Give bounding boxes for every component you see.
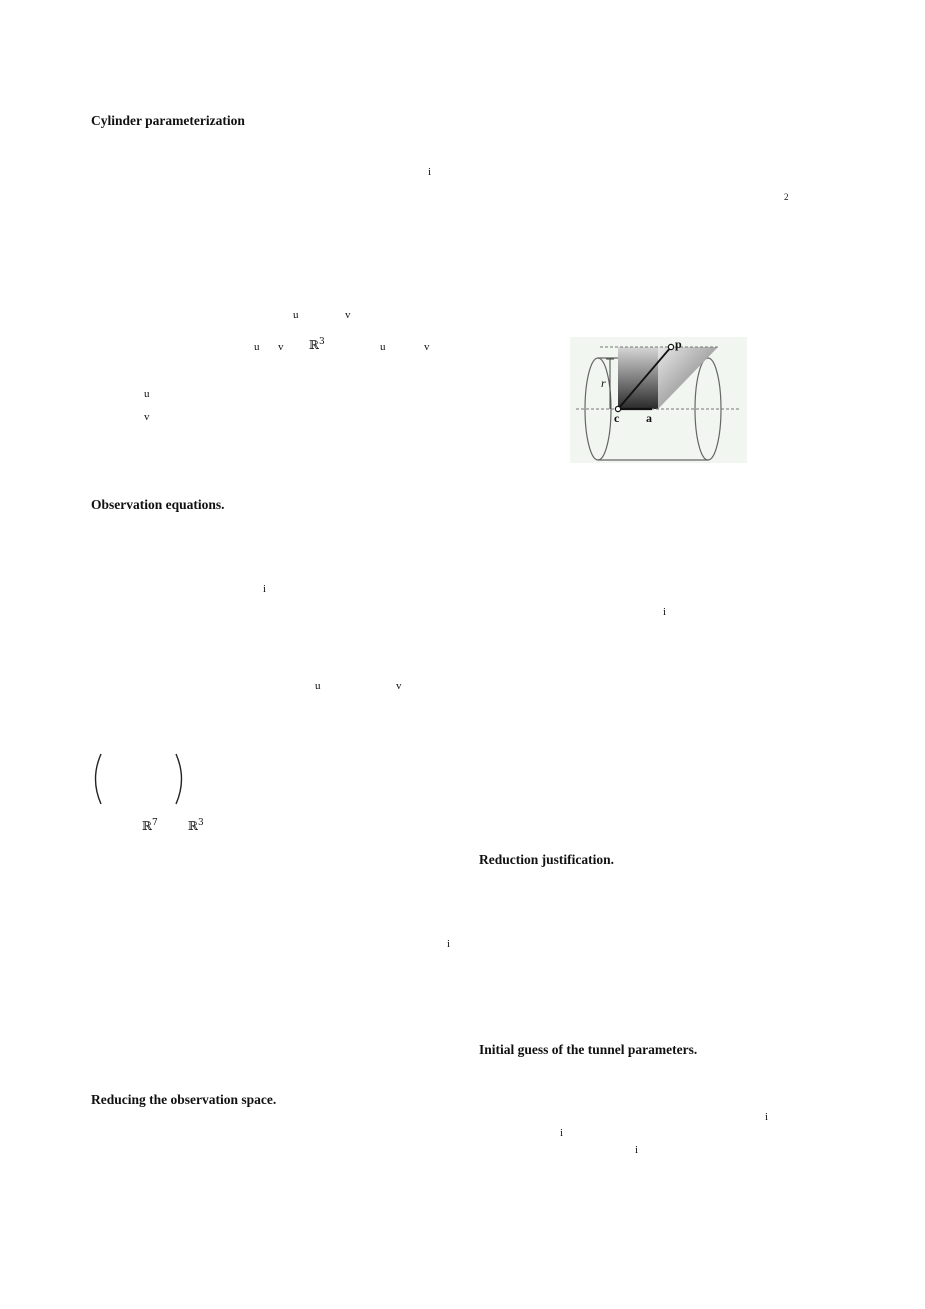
math-subscript-i: i bbox=[663, 606, 667, 618]
math-u: u bbox=[293, 309, 299, 321]
math-u: u bbox=[254, 341, 260, 353]
label-a: a bbox=[646, 411, 652, 425]
cylinder-figure bbox=[570, 337, 747, 463]
math-subscript-i: i bbox=[428, 166, 432, 178]
math-exponent-3: 3 bbox=[318, 337, 325, 347]
math-subscript-i: i bbox=[560, 1127, 564, 1139]
math-real-space bbox=[142, 818, 158, 833]
shaded-rectangle bbox=[618, 347, 658, 409]
math-blackboard-r: ℝ bbox=[142, 819, 152, 833]
math-blackboard-r: ℝ bbox=[309, 338, 319, 352]
math-v: v bbox=[345, 309, 351, 321]
math-blackboard-r: ℝ bbox=[188, 819, 198, 833]
math-subscript-i: i bbox=[263, 583, 267, 595]
heading-reducing-observation-space: Reducing the observation space. bbox=[91, 1092, 277, 1107]
point-p bbox=[668, 344, 673, 349]
math-v: v bbox=[278, 341, 284, 353]
matrix-parentheses bbox=[92, 752, 187, 806]
math-subscript-i: i bbox=[765, 1111, 769, 1123]
heading-reduction-justification: Reduction justification. bbox=[479, 852, 614, 867]
math-real-space bbox=[188, 818, 204, 833]
math-u: u bbox=[380, 341, 386, 353]
math-u: u bbox=[315, 680, 321, 692]
math-v: v bbox=[396, 680, 402, 692]
math-exponent-3: 3 bbox=[197, 818, 204, 828]
label-c: c bbox=[614, 411, 620, 425]
label-p: p bbox=[675, 337, 682, 351]
math-subscript-i: i bbox=[635, 1144, 639, 1156]
heading-initial-guess: Initial guess of the tunnel parameters. bbox=[479, 1042, 698, 1057]
heading-observation-equations: Observation equations. bbox=[91, 497, 225, 512]
math-exponent-7: 7 bbox=[151, 818, 158, 828]
heading-cylinder-parameterization: Cylinder parameterization bbox=[91, 113, 245, 128]
math-superscript-2: 2 bbox=[784, 192, 789, 202]
math-subscript-i: i bbox=[447, 938, 451, 950]
label-r: r bbox=[601, 376, 606, 390]
math-u: u bbox=[144, 388, 150, 400]
math-real-space bbox=[309, 337, 325, 352]
math-v: v bbox=[424, 341, 430, 353]
math-v: v bbox=[144, 411, 150, 423]
